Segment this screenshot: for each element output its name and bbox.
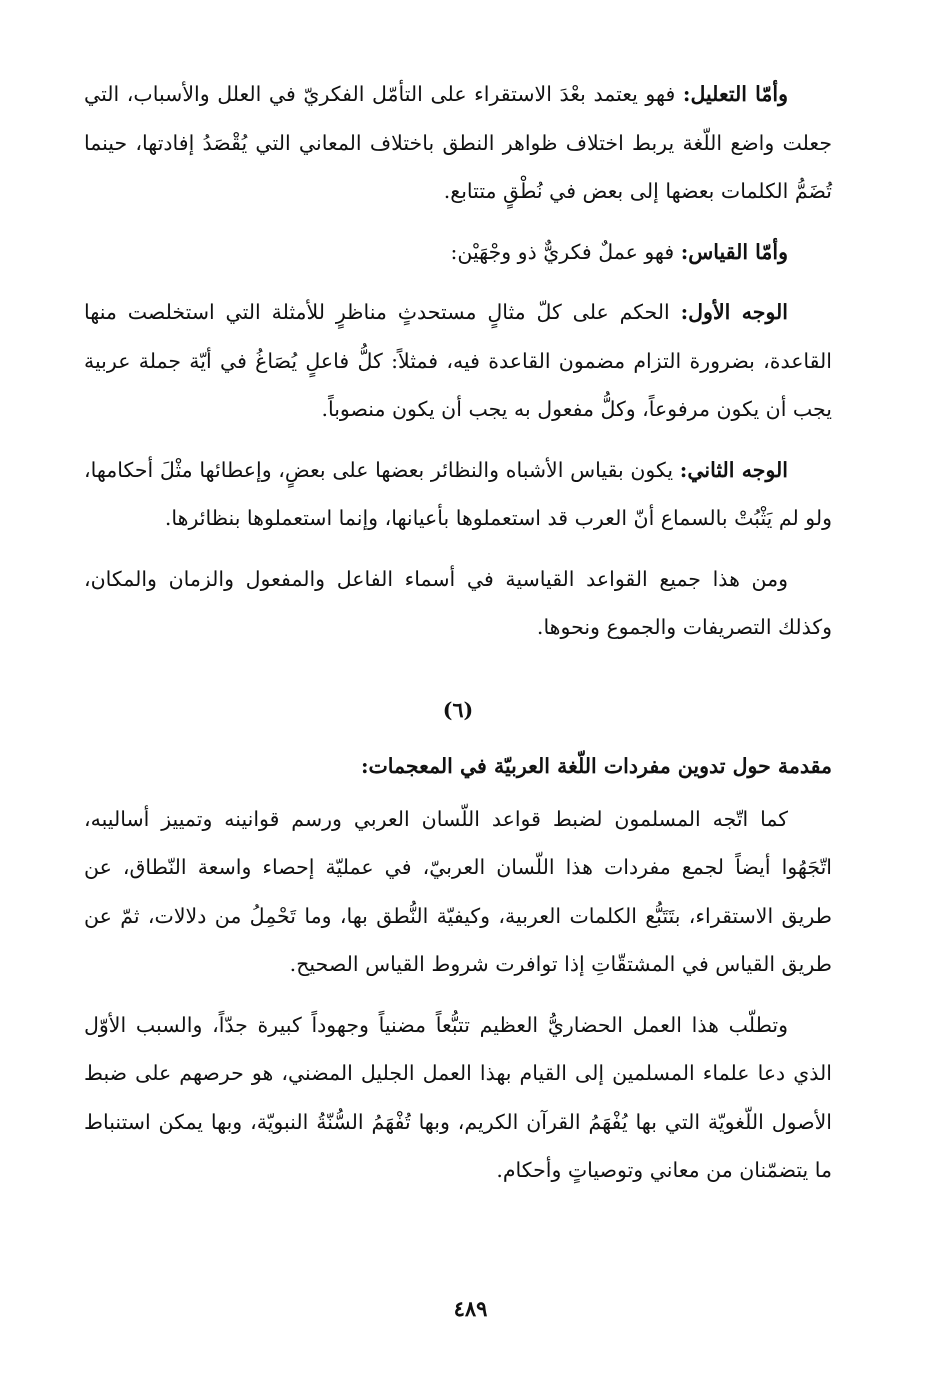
paragraph-lead: وأمّا القياس: [680, 239, 788, 264]
paragraph-text: الحكم على كلّ مثالٍ مستحدثٍ مناظرٍ للأمثلة التي استخلصت منها القاعدة، بضرورة التزام مضمون القاعدة فيه، فمثلاً: كلُّ فاعلٍ يُصَاغُ في أيّة جملة عربية يجب أن يكون مرفوعاً، وكلُّ مفعول به يجب أن يكون منصوباً. [84, 300, 832, 421]
paragraph-qiyas [84, 228, 832, 277]
paragraph-effort [84, 1001, 832, 1195]
paragraph-text: فهو يعتمد بعْدَ الاستقراء على التأمّل الفكريّ في العلل والأسباب، التي جعلت واضع اللّغة يربط اختلاف ظواهر النطق باختلاف المعاني التي يُقْصَدُ إفادتها، حينما تُضَمُّ الكلمات بعضها إلى بعض في نُطْقٍ متتابع. [84, 82, 832, 203]
paragraph-first-aspect [84, 288, 832, 434]
paragraph-text: فهو عملٌ فكريٌّ ذو وجْهَيْن: [450, 239, 681, 264]
paragraph-text: يكون بقياس الأشباه والنظائر بعضها على بعضٍ، وإعطائها مثْلَ أحكامها، ولو لم يَثْبُتْ بالسماع أنّ العرب قد استعملوها بأعيانها، وإنما استعملوها بنظائرها. [84, 457, 832, 530]
paragraph-ta3lil [84, 70, 832, 216]
page-body [84, 70, 832, 1207]
paragraph-lead: وأمّا التعليل: [682, 82, 788, 106]
paragraph-text: كما اتّجه المسلمون لضبط قواعد اللّسان العربي ورسم قوانينه وتمييز أساليبه، اتّجَهُوا أيضاً لجمع مفردات هذا اللّسان العربيّ، في عمليّة إحصاء واسعة النّطاق، عن طريق الاستقراء، بتَتَبُّع الكلمات العربية، وكيفيّة النُّطق بها، وما تَحْمِلُ من دلالات، ثمّ عن طريق القياس في المشتقّاتِ إذا توافرت شروط القياس الصحيح. [84, 806, 832, 976]
paragraph-collection [84, 795, 832, 989]
section-number: (٦) [442, 697, 474, 722]
section-title: مقدمة حول تدوين مفردات اللّغة العربيّة في المعجمات: [360, 754, 832, 778]
page-number: ٤٨٩ [453, 1296, 488, 1321]
paragraph-text: ومن هذا جميع القواعد القياسية في أسماء الفاعل والمفعول والزمان والمكان، وكذلك التصريفات والجموع ونحوها. [84, 566, 832, 639]
paragraph-examples [84, 555, 832, 652]
paragraph-second-aspect [84, 446, 832, 543]
paragraph-lead: الوجه الأول: [680, 300, 788, 324]
paragraph-text: وتطلّب هذا العمل الحضاريُّ العظيم تتبُّعاً مضنياً وجهوداً كبيرة جدّاً، والسبب الأوّل الذي دعا علماء المسلمين إلى القيام بهذا العمل الجليل المضني، هو حرصهم على ضبط الأصول اللّغويّة التي بها يُفْهَمُ القرآن الكريم، وبها تُفْهَمُ السُّنّةُ النبويّة، وبها يمكن استنباط ما يتضمّنان من معاني وتوصياتٍ وأحكام. [84, 1012, 832, 1182]
paragraph-lead: الوجه الثاني: [679, 457, 788, 482]
